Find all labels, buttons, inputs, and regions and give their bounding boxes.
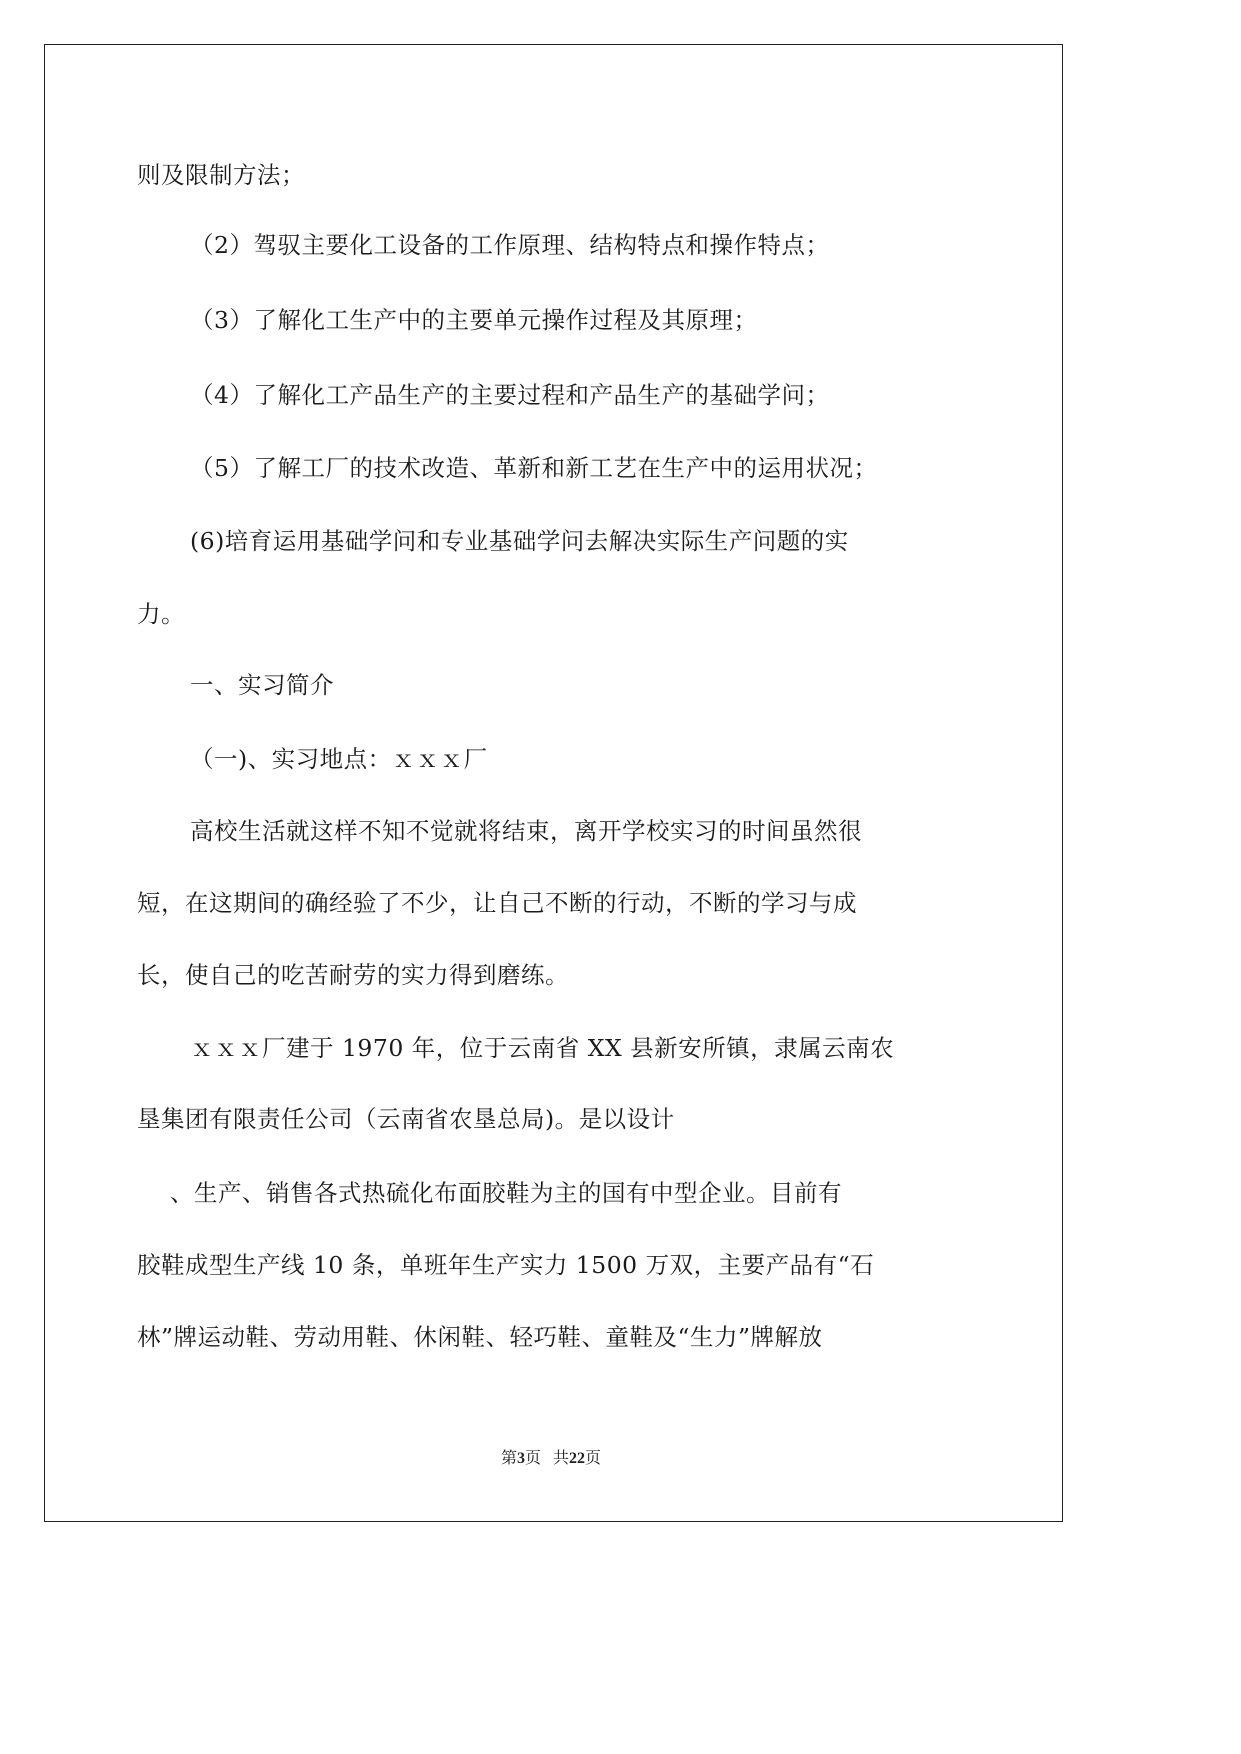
text-line: 长，使自己的吃苦耐劳的实力得到磨练。	[137, 961, 569, 989]
text-line: （3）了解化工生产中的主要单元操作过程及其原理；	[190, 306, 758, 334]
text-line: ｘｘｘ厂建于 1970 年，位于云南省 XX 县新安所镇，隶属云南农	[190, 1034, 895, 1062]
page-number: 3	[516, 1450, 525, 1467]
subsection-heading: （一)、实习地点：ｘｘｘ厂	[190, 745, 488, 773]
text-line: 胶鞋成型生产线 10 条，单班年生产实力 1500 万双，主要产品有“石	[137, 1251, 875, 1279]
text-line: （5）了解工厂的技术改造、革新和新工艺在生产中的运用状况；	[190, 454, 878, 482]
text-line: 短，在这期间的确经验了不少，让自己不断的行动，不断的学习与成	[137, 889, 857, 917]
footer-prefix: 第	[500, 1450, 517, 1467]
text-line: 高校生活就这样不知不觉就将结束，离开学校实习的时间虽然很	[190, 817, 862, 845]
text-line: 垦集团有限责任公司（云南省农垦总局)。是以设计	[137, 1105, 675, 1133]
text-line: 力。	[137, 600, 185, 628]
text-line: （4）了解化工产品生产的主要过程和产品生产的基础学问；	[190, 381, 830, 409]
text-line: (6)培育运用基础学问和专业基础学问去解决实际生产问题的实	[190, 527, 849, 555]
text-line: 林”牌运动鞋、劳动用鞋、休闲鞋、轻巧鞋、童鞋及“生力”牌解放	[137, 1323, 823, 1351]
footer-page-suffix: 页	[524, 1450, 541, 1467]
footer-total-suffix: 页	[585, 1450, 602, 1467]
text-line: 、生产、销售各式热硫化布面胶鞋为主的国有中型企业。目前有	[170, 1179, 842, 1207]
text-line: 则及限制方法；	[137, 161, 305, 189]
text-line: （2）驾驭主要化工设备的工作原理、结构特点和操作特点；	[190, 231, 830, 259]
total-pages: 22	[569, 1450, 586, 1467]
page-footer	[0, 1445, 1102, 1468]
section-heading: 一、实习简介	[190, 671, 334, 699]
page-border	[44, 44, 1063, 1522]
footer-total-prefix: 共	[553, 1450, 570, 1467]
